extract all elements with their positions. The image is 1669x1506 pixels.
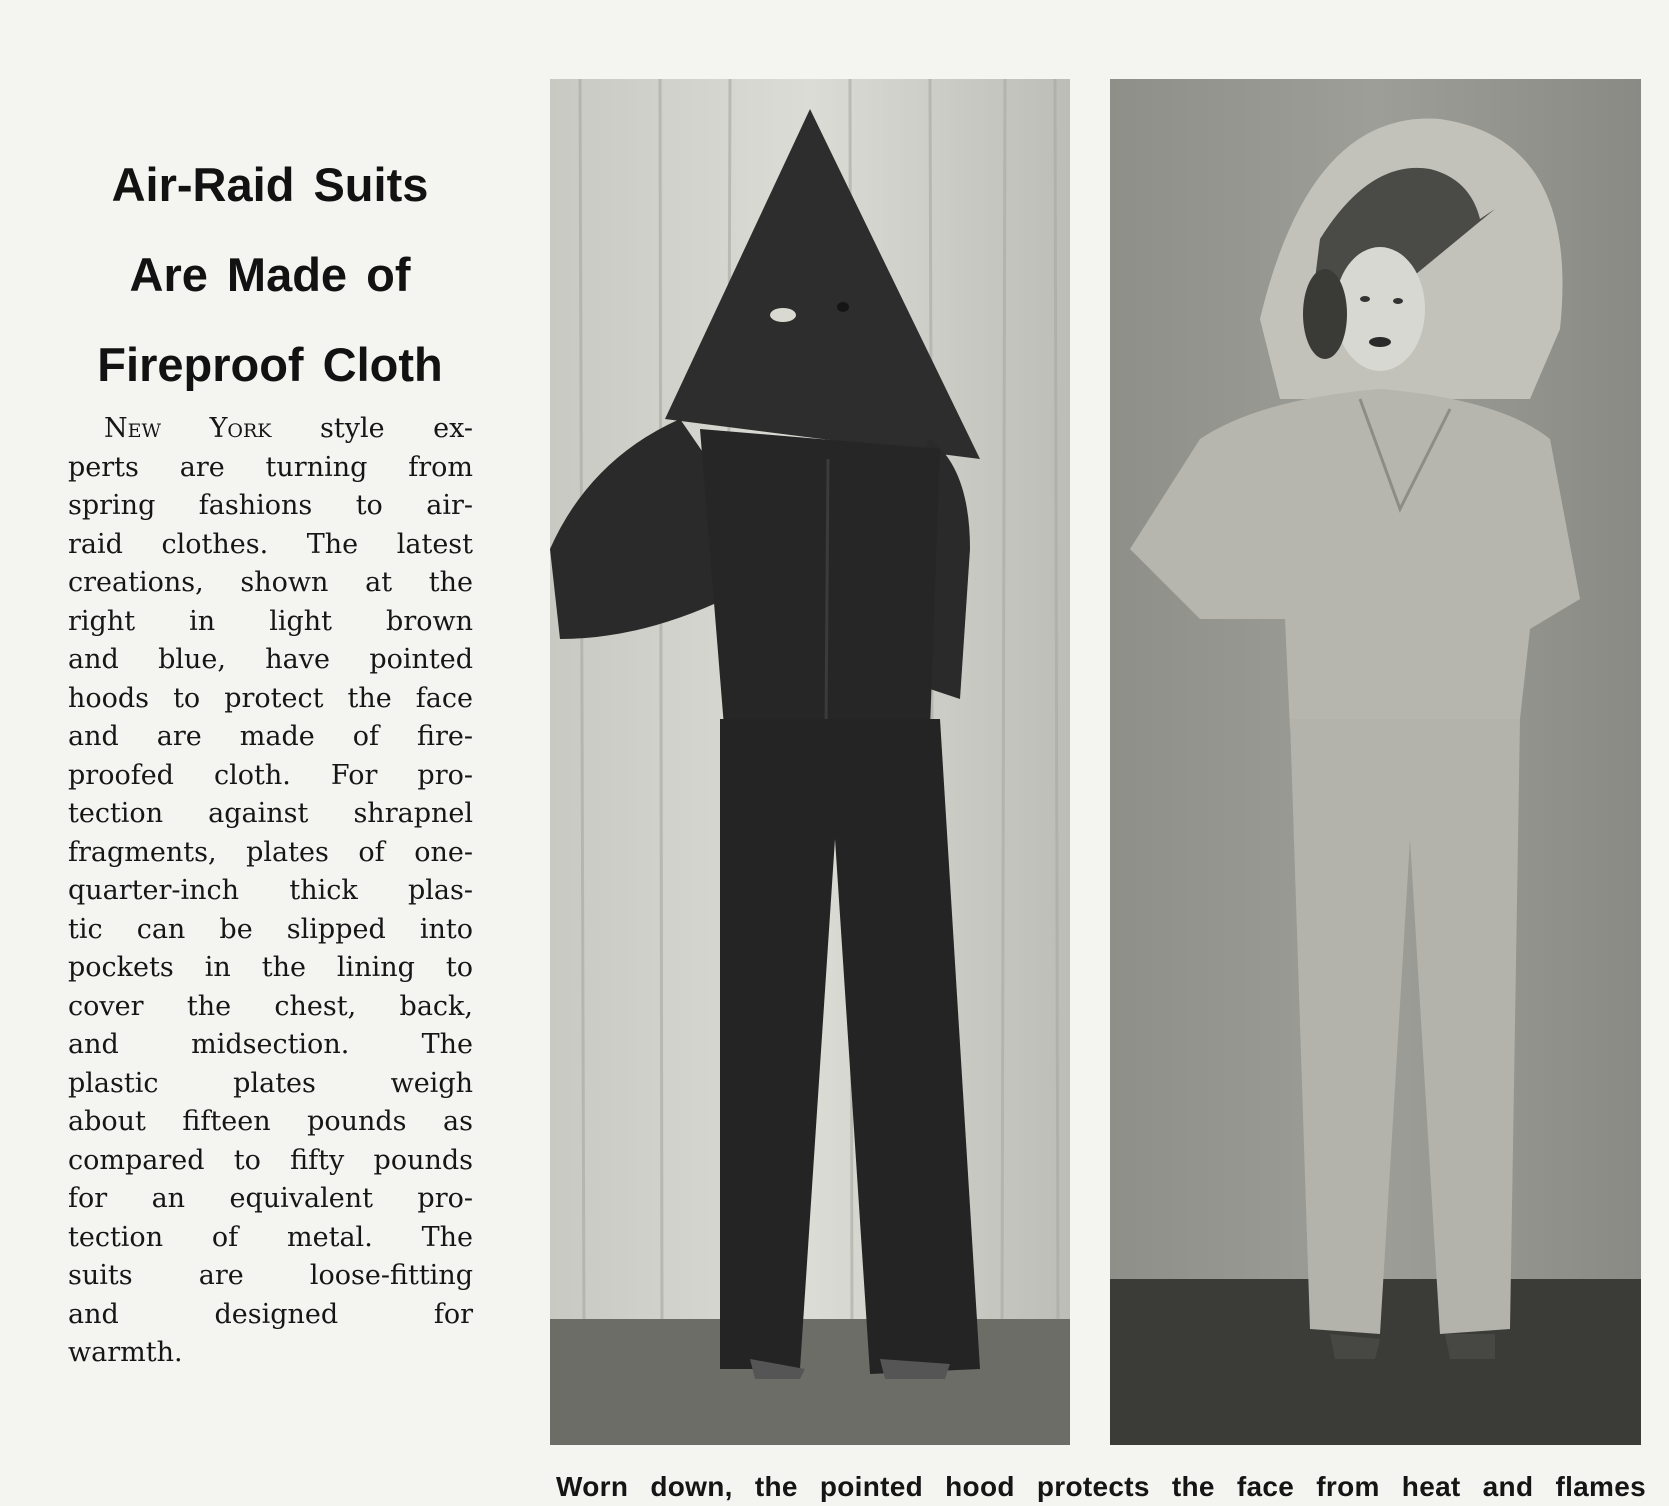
article-line-13: quarter-inch thick plas- xyxy=(68,875,473,906)
article-line-10: proofed cloth. For pro- xyxy=(68,759,473,791)
article-line-20: compared to fifty pounds xyxy=(68,1144,473,1176)
article-line-4: raid clothes. The latest xyxy=(68,528,473,560)
article-line-8: hoods to protect the face xyxy=(68,682,473,714)
article-line-5: creations, shown at the xyxy=(68,567,473,598)
article-line-24: and designed for xyxy=(68,1298,473,1330)
article-line-21: for an equivalent pro- xyxy=(68,1183,473,1214)
article-line-3: spring fashions to air- xyxy=(68,490,473,521)
headline xyxy=(60,140,480,410)
article-line-15: pockets in the lining to xyxy=(68,952,473,983)
article-line-23: suits are loose-fitting xyxy=(68,1260,473,1291)
photo-light-suit xyxy=(1110,79,1641,1445)
article-line-1-rest: style ex- xyxy=(271,413,474,444)
article-line-2: perts are turning from xyxy=(68,451,473,483)
article-body xyxy=(68,410,473,1373)
hooded-suit-light-photo-icon xyxy=(1110,79,1641,1445)
article-line-9: and are made of fire- xyxy=(68,721,473,752)
article-line-17: and midsection. The xyxy=(68,1029,473,1060)
article-line-11: tection against shrapnel xyxy=(68,798,473,829)
article-line-19: about fifteen pounds as xyxy=(68,1106,473,1137)
article-line-18: plastic plates weigh xyxy=(68,1067,473,1099)
article-line-14: tic can be slipped into xyxy=(68,913,473,945)
article-line-25: warmth. xyxy=(68,1337,183,1368)
headline-line-3: Fireproof Cloth xyxy=(97,338,443,391)
article-line-16: cover the chest, back, xyxy=(68,990,473,1022)
headline-line-2: Are Made of xyxy=(129,248,411,301)
article-line-22: tection of metal. The xyxy=(68,1221,473,1253)
article-line-12: fragments, plates of one- xyxy=(68,836,473,868)
article-line-1 xyxy=(68,410,473,449)
headline-line-1: Air-Raid Suits xyxy=(111,158,429,211)
article-lead-smallcaps: New York xyxy=(104,413,272,444)
article-line-7: and blue, have pointed xyxy=(68,644,473,675)
article-line-6: right in light brown xyxy=(68,605,473,637)
photo-caption: Worn down, the pointed hood protects the face from heat and flames xyxy=(556,1471,1646,1502)
photo-dark-suit xyxy=(550,79,1070,1445)
hooded-suit-dark-photo-icon xyxy=(550,79,1070,1445)
